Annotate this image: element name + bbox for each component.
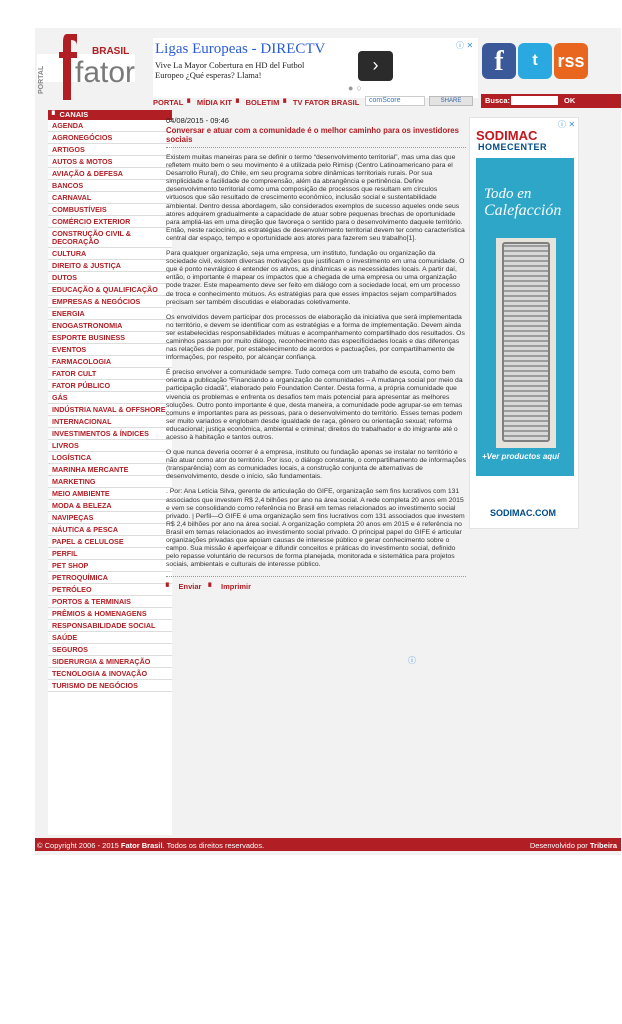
- adchoices-icon[interactable]: ⓘ ✕: [456, 41, 474, 50]
- ad-arrow-button[interactable]: ›: [358, 51, 393, 81]
- flag-icon: ▘: [166, 584, 172, 592]
- sidebar-channel-item[interactable]: INTERNACIONAL: [48, 416, 172, 428]
- search-bar: [481, 94, 621, 108]
- sidebar-channel-item[interactable]: COMBUSTÍVEIS: [48, 204, 172, 216]
- adchoices-icon[interactable]: ⓘ: [408, 656, 416, 665]
- footer: [35, 838, 621, 851]
- sidebar-channel-item[interactable]: LIVROS: [48, 440, 172, 452]
- sidebar-channel-item[interactable]: PRÊMIOS & HOMENAGENS: [48, 608, 172, 620]
- sidebar-channel-item[interactable]: PETROQUÍMICA: [48, 572, 172, 584]
- top-banner-ad[interactable]: [153, 38, 478, 98]
- logo-main-text: fator: [75, 56, 135, 89]
- article-paragraph: . Por: Ana Letícia Silva, gerente de articulação do GIFE, organização sem fins lucrativos com 131 associados que investem R$ 2,4 bilhões por ano na área social. A rede completa 20 anos em 2015 e vem se consolidando como referência no Brasil em temas relacionados ao investimento social privado. | Perfil—O GIFE é uma organização sem fins lucrativos com 131 associados que investem R$ 2,4 bilhões por ano na área social. A organização completa 20 anos em 2015 e é referência no Brasil em temas relacionados ao investimento social privado. O principal papel do GIFE é articular organizações privadas que apoiam causas de interesse público e gerar conhecimento sobre o campo. Sua missão é aperfeiçoar e difundir conceitos e práticas do investimento social, definido pelo repasse voluntário de recursos de forma planejada, monitorada e sistemática para projetos sociais, ambientais e culturais de interesse público.: [166, 488, 465, 569]
- article-paragraph: Para qualquer organização, seja uma empresa, um instituto, fundação ou organização da sociedade civil, existem diversas motivações que justificam o investimento em uma comunidade. O que é ponto nevrálgico é entender os ativos, as dinâmicas e as necessidades locais. A partir daí, então, o importante é mapear os impactos que a chegada de uma empresa ou uma organização pode trazer. Este mapeamento deve ser feito em diálogo com a sociedade local, em um processo de troca e conhecimento mútuos. As estratégias para que esses impactos sejam compartilhados precisam ser também discutidas e elaboradas coletivamente.: [166, 250, 465, 306]
- sidebar-channel-item[interactable]: ENOGASTRONOMIA: [48, 320, 172, 332]
- search-label: Busca:: [485, 96, 511, 105]
- print-link[interactable]: Imprimir: [221, 582, 252, 592]
- sidebar-channel-item[interactable]: DIREITO & JUSTIÇA: [48, 260, 172, 272]
- share-button[interactable]: SHARE: [429, 96, 473, 106]
- nav-boletim[interactable]: BOLETIM: [245, 98, 280, 107]
- sidebar-channel-item[interactable]: PETRÓLEO: [48, 584, 172, 596]
- heater-grill: [502, 242, 550, 442]
- ad-line-2: Europeo ¿Qué esperas? Llama!: [155, 70, 262, 80]
- sidebar-channel-item[interactable]: ENERGIA: [48, 308, 172, 320]
- ad-brand: SODIMAC: [476, 128, 538, 143]
- nav-portal[interactable]: PORTAL: [153, 98, 184, 107]
- sidebar-channel-item[interactable]: NÁUTICA & PESCA: [48, 524, 172, 536]
- sidebar-channel-item[interactable]: MEIO AMBIENTE: [48, 488, 172, 500]
- channels-heading: [48, 110, 172, 120]
- article-actions: [166, 576, 466, 591]
- channel-list: [48, 120, 172, 692]
- article-date: 04/08/2015 - 09:46: [166, 116, 229, 125]
- sidebar-channel-item[interactable]: CULTURA: [48, 248, 172, 260]
- sidebar-channel-item[interactable]: RESPONSABILIDADE SOCIAL: [48, 620, 172, 632]
- flag-icon: ▘: [236, 100, 242, 107]
- sidebar-channel-item[interactable]: SAÚDE: [48, 632, 172, 644]
- ad-cta[interactable]: +Ver productos aquí: [482, 452, 560, 461]
- sidebar-channel-item[interactable]: NAVIPEÇAS: [48, 512, 172, 524]
- facebook-icon[interactable]: f: [482, 43, 516, 79]
- ad-title[interactable]: Ligas Europeas - DIRECTV: [155, 41, 326, 57]
- article-paragraph: O que nunca deveria ocorrer é a empresa, instituto ou fundação apenas se instalar no território e não atuar como ator do território. Por isso, o diálogo constante, o compartilhamento de informações (transparência) com as comunidades locais, a construção conjunta de alternativas de desenvolvimento, desde o início, são fundamentais.: [166, 449, 466, 481]
- logo-side-text: PORTAL: [38, 65, 45, 94]
- send-link[interactable]: Enviar: [178, 582, 202, 592]
- copyright-suffix: . Todos os direitos reservados.: [162, 841, 265, 850]
- sidebar-channel-item[interactable]: SIDERURGIA & MINERAÇÃO: [48, 656, 172, 668]
- sidebar-channel-item[interactable]: PERFIL: [48, 548, 172, 560]
- sidebar-channel-item[interactable]: PORTOS & TERMINAIS: [48, 596, 172, 608]
- article-paragraph: Existem muitas maneiras para se definir o termo “desenvolvimento territorial”, mas uma das que refletem muito bem o seu movimento é a utilizada pelo Rimisp (Centro Latinoamericano para el Desarrollo Rural), do Chile, em seu programa sobre dinâmicas territoriais rurais. Por sua simplicidade e facilidade de compreensão, além da abrangência e pertinência. Define desenvolvimento territorial como uma composição de processos que resultam em círculos virtuosos que são resultado de crescimento econômico, inclusão social e sustentabilidade ambiental. Dentro dessa abordagem, são considerados exemplos de sucesso aqueles onde seus atores adquirem gradualmente a capacidade de atuar sobre pequenas brechas de oportunidade para ampliá-las em uma direção que favoreça o sentido para o desenvolvimento daquele território. Então, neste raciocínio, as estratégias de desenvolvimento territorial devem ter como característica central dar espaço, tempo e oportunidade aos atores para fazerem seu trabalho[1].: [166, 154, 465, 242]
- article: [166, 116, 466, 591]
- sidebar-channel-item[interactable]: MARKETING: [48, 476, 172, 488]
- sidebar-channel-item[interactable]: CARNAVAL: [48, 192, 172, 204]
- sidebar-channel-item[interactable]: MODA & BELEZA: [48, 500, 172, 512]
- sidebar-channel-item[interactable]: MARINHA MERCANTE: [48, 464, 172, 476]
- nav-tv-fator-brasil[interactable]: TV FATOR BRASIL: [292, 98, 360, 107]
- ad-brand-sub: HOMECENTER: [478, 142, 548, 152]
- flag-icon: ▘: [283, 100, 289, 107]
- sidebar-channel-item[interactable]: FATOR CULT: [48, 368, 172, 380]
- site-logo[interactable]: [37, 30, 135, 104]
- rss-icon[interactable]: rss: [554, 43, 588, 79]
- sidebar-channel-item[interactable]: AUTOS & MOTOS: [48, 156, 172, 168]
- sidebar-channel-item[interactable]: TECNOLOGIA & INOVAÇÃO: [48, 668, 172, 680]
- nav-links: [153, 98, 361, 107]
- sidebar-channel-item[interactable]: AVIAÇÃO & DEFESA: [48, 168, 172, 180]
- developer-prefix: Desenvolvido por: [529, 841, 588, 850]
- nav-midia-kit[interactable]: MÍDIA KIT: [196, 98, 232, 107]
- sidebar-channel-item[interactable]: PAPEL & CELULOSE: [48, 536, 172, 548]
- sidebar-channel-item[interactable]: LOGÍSTICA: [48, 452, 172, 464]
- sidebar-channel-item[interactable]: PET SHOP: [48, 560, 172, 572]
- flag-icon: ▘: [187, 100, 193, 107]
- channels-heading-label: CANAIS: [59, 110, 89, 119]
- ad-promo-image[interactable]: [476, 158, 574, 476]
- sidebar-channel-item[interactable]: AGRONEGÓCIOS: [48, 132, 172, 144]
- sidebar-channel-item[interactable]: FARMACOLOGIA: [48, 356, 172, 368]
- ad-carousel-dots[interactable]: ●○: [348, 83, 365, 93]
- adchoices-icon[interactable]: ⓘ ✕: [558, 120, 576, 129]
- sidebar-channel-item[interactable]: BANCOS: [48, 180, 172, 192]
- sidebar-channel-item[interactable]: EVENTOS: [48, 344, 172, 356]
- sidebar-channel-item[interactable]: AGENDA: [48, 120, 172, 132]
- sidebar-channel-item[interactable]: SEGUROS: [48, 644, 172, 656]
- sidebar-channel-item[interactable]: CONSTRUÇÃO CIVIL & DECORAÇÃO: [48, 228, 172, 248]
- ad-url[interactable]: SODIMAC.COM: [490, 508, 556, 518]
- page: [35, 28, 621, 855]
- copyright-brand[interactable]: Fator Brasil: [120, 841, 163, 850]
- sidebar-channel-item[interactable]: TURISMO DE NEGÓCIOS: [48, 680, 172, 692]
- article-paragraph: Os envolvidos devem participar dos processos de elaboração da iniciativa que será implementada no território, e devem se identificar com as estratégias e a forma de implementação. Devem ainda ser estabelecidas responsabilidades mútuas e acompanhamento compartilhado dos resultados. Os caminhos passam por muito diálogo, reconhecimento das especificidades locais e das diferenças nas relações de poder, por estabelecimento de acordos e pactuações, por compartilhamento de informações, por respeito, por alcançar confiança.: [166, 313, 465, 362]
- ad-line-1: Vive La Mayor Cobertura en HD del Futbol: [155, 60, 305, 70]
- ad-headline-2: Calefacción: [484, 202, 562, 219]
- sidebar-channel-item[interactable]: DUTOS: [48, 272, 172, 284]
- developer-credit: [530, 841, 617, 850]
- sidebar-channel-item[interactable]: EDUCAÇÃO & QUALIFICAÇÃO: [48, 284, 172, 296]
- sidebar-channel-item[interactable]: INVESTIMENTOS & ÍNDICES: [48, 428, 172, 440]
- twitter-icon[interactable]: t: [518, 43, 552, 79]
- sidebar-channel-item[interactable]: INDÚSTRIA NAVAL & OFFSHORE: [48, 404, 172, 416]
- sidebar-channel-item[interactable]: FATOR PÚBLICO: [48, 380, 172, 392]
- sidebar-channel-item[interactable]: EMPRESAS & NEGÓCIOS: [48, 296, 172, 308]
- article-title: Conversar e atuar com a comunidade é o melhor caminho para os investidores sociais: [166, 126, 466, 148]
- sidebar-channel-item[interactable]: ARTIGOS: [48, 144, 172, 156]
- flag-icon: ▘: [52, 112, 58, 119]
- comscore-badge[interactable]: comScore: [365, 96, 425, 106]
- developer-link[interactable]: Tribeira: [589, 841, 617, 850]
- sidebar-ad[interactable]: [469, 117, 579, 529]
- sidebar-channel-item[interactable]: ESPORTE BUSINESS: [48, 332, 172, 344]
- copyright: [37, 841, 264, 850]
- copyright-prefix: © Copyright 2006 - 2015: [37, 841, 119, 850]
- channels-sidebar: [48, 110, 172, 835]
- search-button[interactable]: OK: [564, 96, 576, 105]
- sidebar-channel-item[interactable]: GÁS: [48, 392, 172, 404]
- ad-headline-1: Todo en: [484, 186, 532, 202]
- search-input[interactable]: [511, 96, 558, 105]
- article-paragraph: É preciso envolver a comunidade sempre. Tudo começa com um trabalho de escuta, como bem orienta a publicação “Financiando a organização de comunidades – A mudança social por meio da participação cidadã”, elaborado pelo Foundation Center. Desta forma, a própria comunidade que vivencia os problemas e enfrenta os desafios tem mais potencial para apresentar as melhores soluções. Outro ponto importante é que, desta maneira, a comunidade pode agrupar-se em temas comuns e importantes para as pessoas, para o desenvolvimento do território. Esses temas podem ser muito variados e englobam desde igualdade de raça, gênero ou orientação sexual; reforma educacional; justiça econômica, ambiental e criminal; direitos do trabalhador e do imigrante até o acesso à habitação e tantos outros.: [166, 369, 463, 441]
- logo-sub-text: BRASIL: [92, 46, 130, 57]
- flag-icon: ▘: [208, 584, 214, 592]
- sidebar-channel-item[interactable]: COMÉRCIO EXTERIOR: [48, 216, 172, 228]
